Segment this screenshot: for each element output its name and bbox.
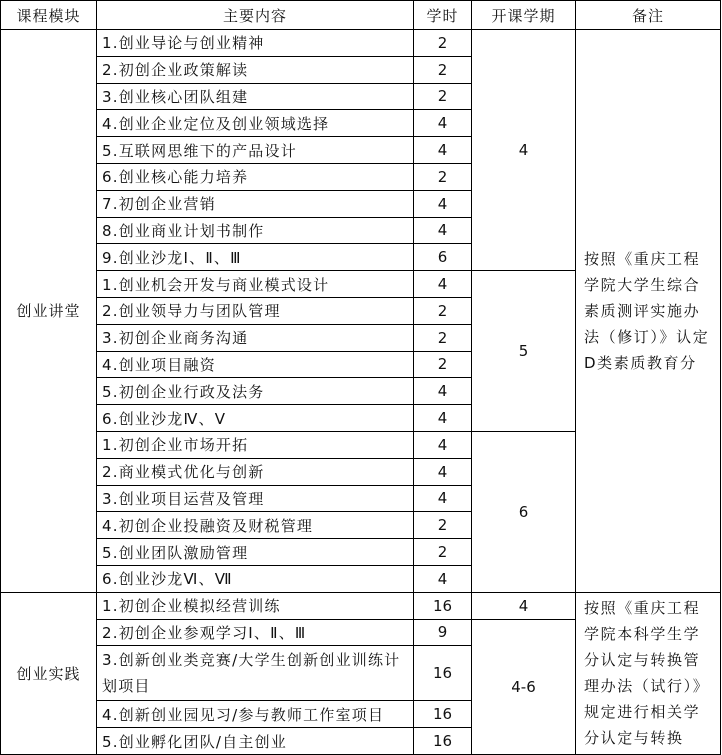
header-module: 课程模块 bbox=[1, 1, 97, 30]
course-hours: 2 bbox=[414, 297, 472, 324]
course-hours: 16 bbox=[414, 592, 472, 619]
header-content: 主要内容 bbox=[97, 1, 414, 30]
course-hours: 9 bbox=[414, 619, 472, 646]
course-content: 3.创新创业类竞赛/大学生创新创业训练计划项目 bbox=[97, 646, 414, 701]
header-note: 备注 bbox=[576, 1, 721, 30]
course-hours: 4 bbox=[414, 190, 472, 217]
header-semester: 开课学期 bbox=[472, 1, 576, 30]
course-content: 9.创业沙龙Ⅰ、Ⅱ、Ⅲ bbox=[97, 244, 414, 271]
course-hours: 4 bbox=[414, 431, 472, 458]
course-content: 7.初创企业营销 bbox=[97, 190, 414, 217]
course-hours: 16 bbox=[414, 728, 472, 755]
semester-cell: 5 bbox=[472, 271, 576, 432]
course-content: 1.创业机会开发与商业模式设计 bbox=[97, 271, 414, 298]
course-content: 4.创业项目融资 bbox=[97, 351, 414, 378]
course-hours: 4 bbox=[414, 217, 472, 244]
course-content: 4.创新创业园见习/参与教师工作室项目 bbox=[97, 701, 414, 728]
course-content: 1.初创企业模拟经营训练 bbox=[97, 592, 414, 619]
semester-cell: 4 bbox=[472, 592, 576, 619]
course-hours: 2 bbox=[414, 30, 472, 57]
course-content: 2.初创企业参观学习Ⅰ、Ⅱ、Ⅲ bbox=[97, 619, 414, 646]
course-content: 2.创业领导力与团队管理 bbox=[97, 297, 414, 324]
course-hours: 2 bbox=[414, 539, 472, 566]
course-content: 6.创业沙龙Ⅵ、Ⅶ bbox=[97, 565, 414, 592]
course-content: 5.创业团队激励管理 bbox=[97, 539, 414, 566]
course-content: 5.互联网思维下的产品设计 bbox=[97, 137, 414, 164]
course-content: 2.初创企业政策解读 bbox=[97, 56, 414, 83]
course-content: 3.创业核心团队组建 bbox=[97, 83, 414, 110]
semester-cell: 6 bbox=[472, 431, 576, 592]
table-row bbox=[1, 592, 721, 619]
course-hours: 2 bbox=[414, 83, 472, 110]
course-hours: 6 bbox=[414, 244, 472, 271]
course-hours: 4 bbox=[414, 110, 472, 137]
course-hours: 4 bbox=[414, 405, 472, 432]
header-hours: 学时 bbox=[414, 1, 472, 30]
course-hours: 4 bbox=[414, 565, 472, 592]
table-body bbox=[1, 30, 721, 755]
module-note: 按照《重庆工程学院本科学生学分认定与转换管理办法（试行）》规定进行相关学分认定与转换 bbox=[576, 592, 721, 754]
course-hours: 4 bbox=[414, 458, 472, 485]
table-row bbox=[1, 30, 721, 57]
course-content: 6.创业核心能力培养 bbox=[97, 163, 414, 190]
course-hours: 4 bbox=[414, 271, 472, 298]
course-content: 1.创业导论与创业精神 bbox=[97, 30, 414, 57]
course-hours: 4 bbox=[414, 137, 472, 164]
course-content: 3.初创企业商务沟通 bbox=[97, 324, 414, 351]
module-note: 按照《重庆工程学院大学生综合素质测评实施办法（修订）》认定D类素质教育分 bbox=[576, 30, 721, 593]
course-content: 8.创业商业计划书制作 bbox=[97, 217, 414, 244]
course-content: 1.初创企业市场开拓 bbox=[97, 431, 414, 458]
course-content: 5.初创企业行政及法务 bbox=[97, 378, 414, 405]
semester-cell: 4 bbox=[472, 30, 576, 271]
course-hours: 2 bbox=[414, 512, 472, 539]
course-hours: 2 bbox=[414, 351, 472, 378]
course-content: 5.创业孵化团队/自主创业 bbox=[97, 728, 414, 755]
course-content: 2.商业模式优化与创新 bbox=[97, 458, 414, 485]
course-hours: 4 bbox=[414, 378, 472, 405]
course-hours: 16 bbox=[414, 646, 472, 701]
course-content: 4.创业企业定位及创业领域选择 bbox=[97, 110, 414, 137]
course-hours: 2 bbox=[414, 56, 472, 83]
module-name: 创业讲堂 bbox=[1, 30, 97, 593]
course-content: 3.创业项目运营及管理 bbox=[97, 485, 414, 512]
course-hours: 4 bbox=[414, 485, 472, 512]
course-hours: 16 bbox=[414, 701, 472, 728]
semester-cell: 4-6 bbox=[472, 619, 576, 754]
course-content: 4.初创企业投融资及财税管理 bbox=[97, 512, 414, 539]
course-hours: 2 bbox=[414, 163, 472, 190]
course-hours: 2 bbox=[414, 324, 472, 351]
course-content: 6.创业沙龙Ⅳ、Ⅴ bbox=[97, 405, 414, 432]
module-name: 创业实践 bbox=[1, 592, 97, 754]
